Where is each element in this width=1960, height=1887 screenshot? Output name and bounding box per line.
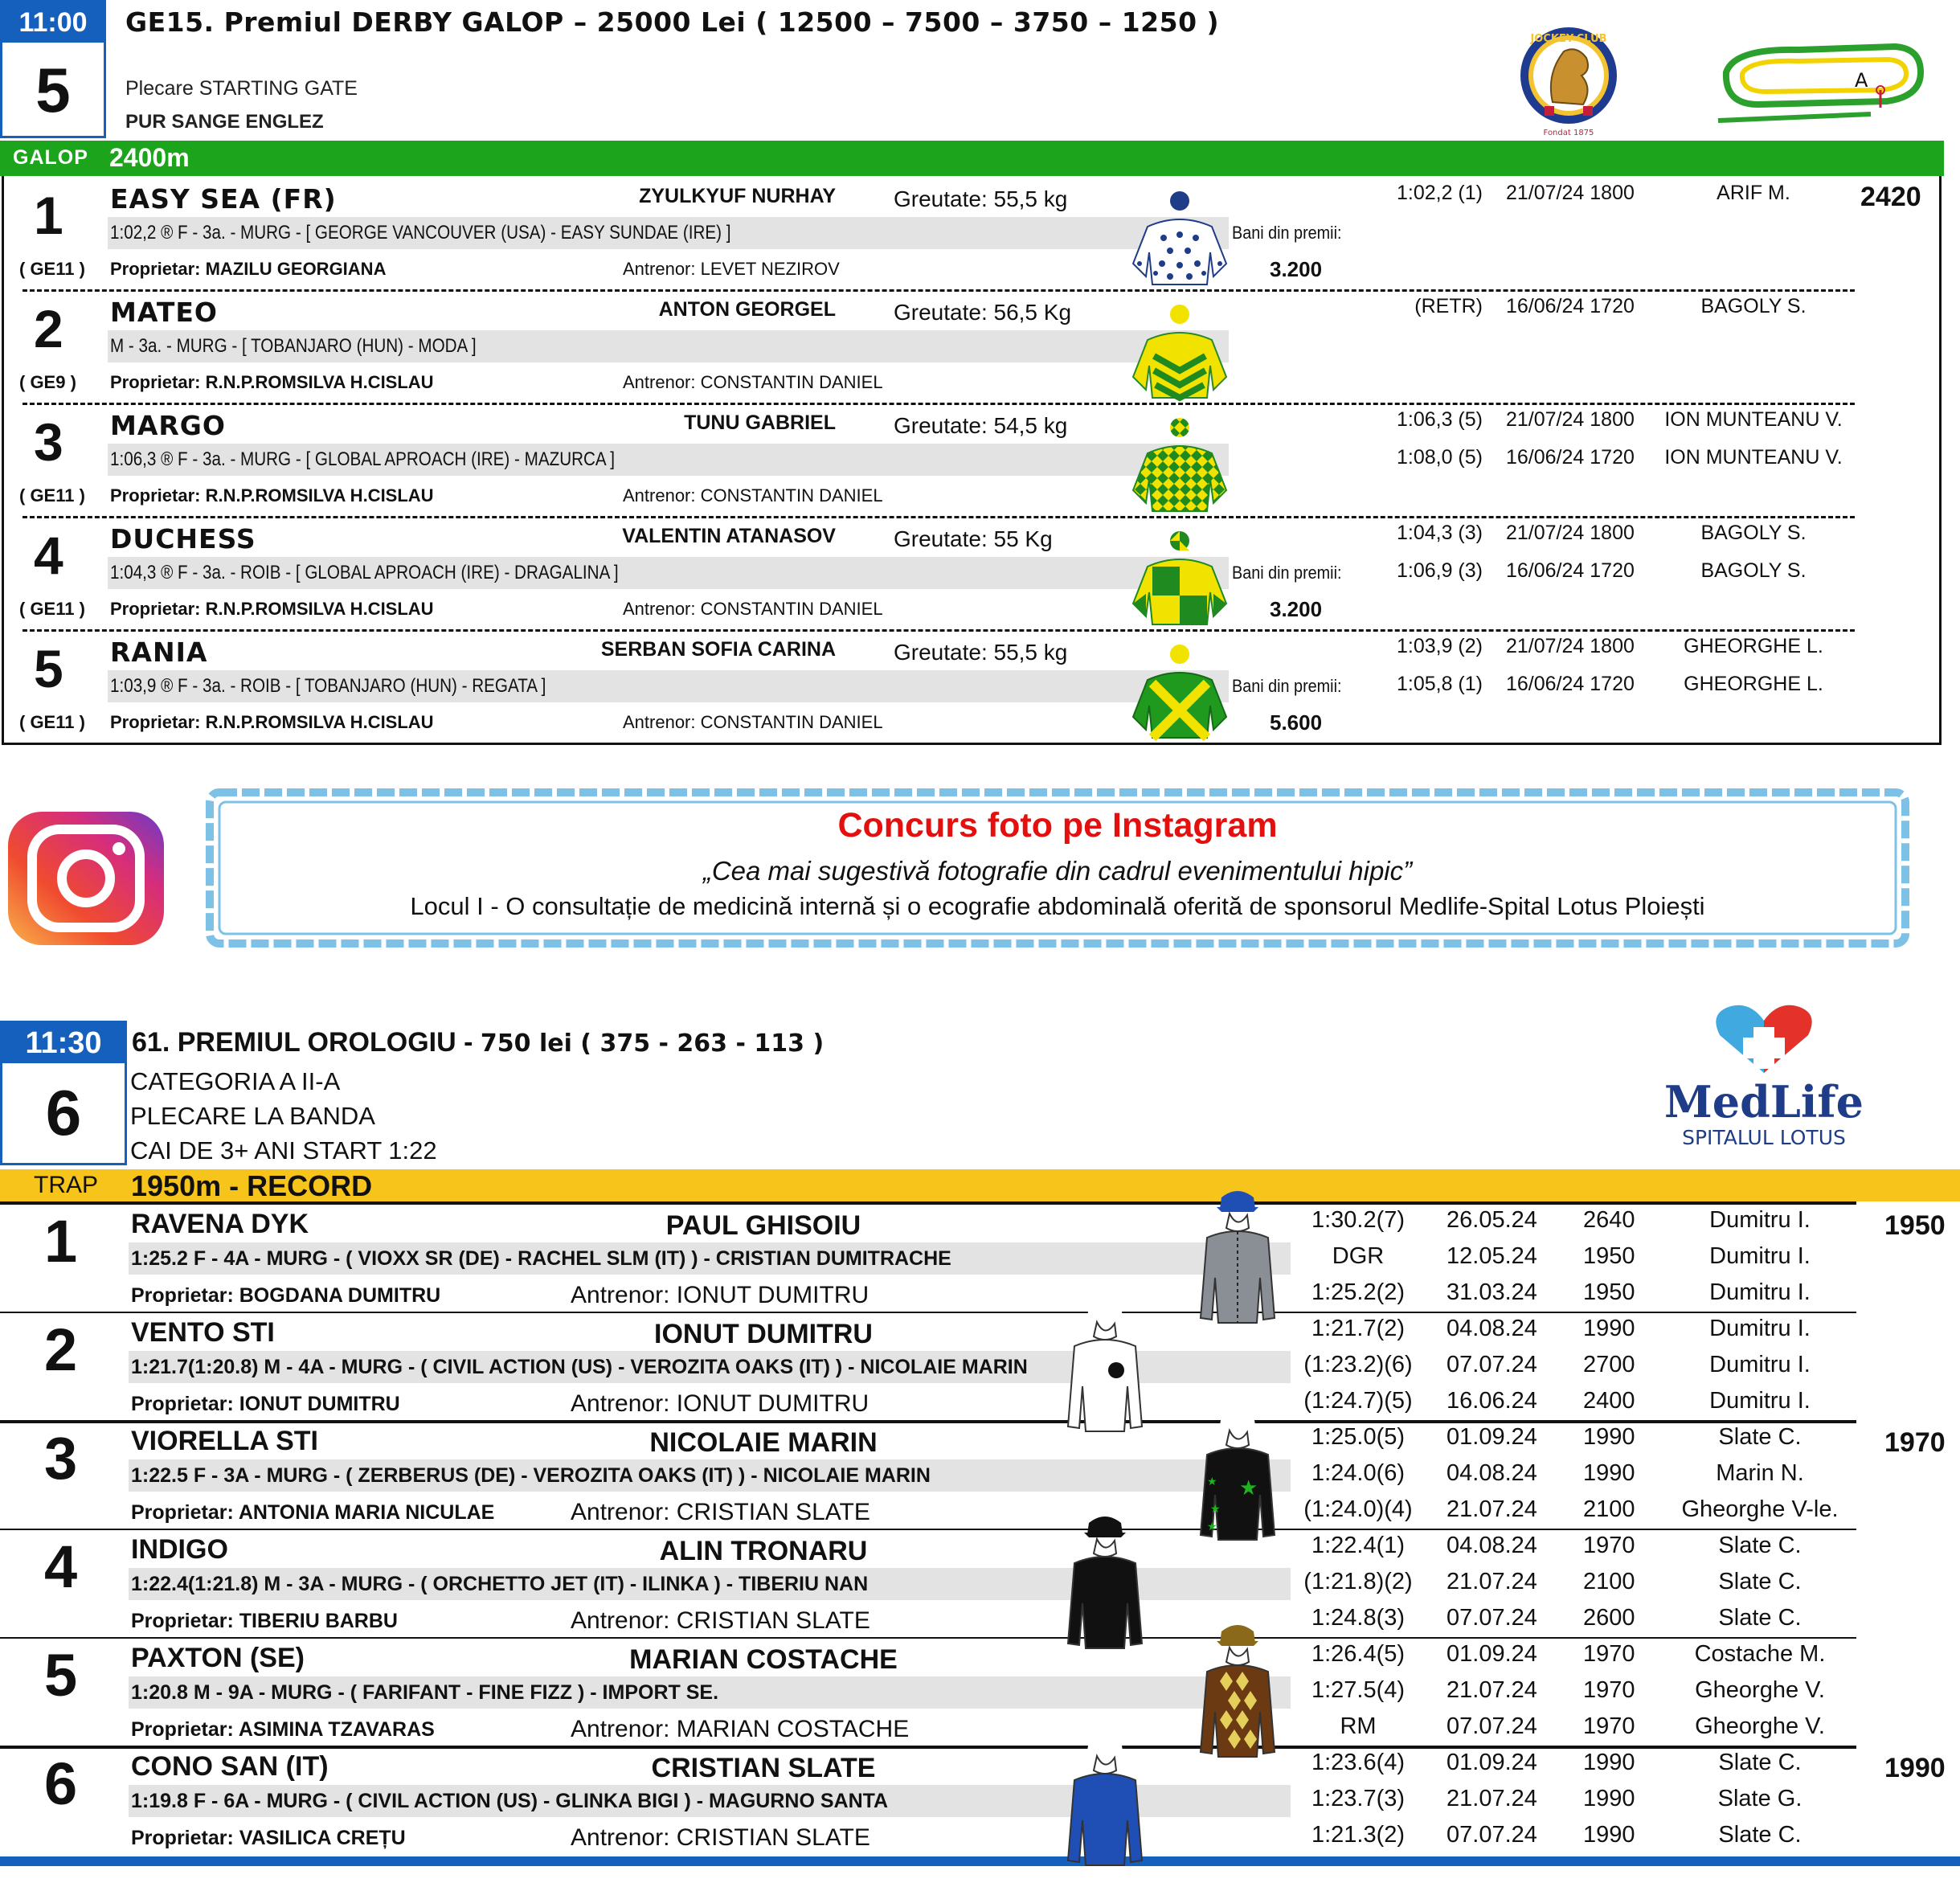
perf-time: 1:25.2(2) bbox=[1311, 1279, 1406, 1305]
horse-owner: Proprietar: VASILICA CREȚU bbox=[131, 1827, 406, 1849]
horse-name: EASY SEA (FR) bbox=[110, 183, 337, 215]
race2-category: CATEGORIA A II-A bbox=[130, 1067, 341, 1095]
instagram-contest-quote: „Cea mai sugestivă fotografie din cadrul evenimentului hipic” bbox=[702, 856, 1413, 886]
race1-timebox bbox=[0, 0, 106, 138]
perf-jockey: ION MUNTEANU V. bbox=[1664, 446, 1843, 469]
horse-jockey: VALENTIN ATANASOV bbox=[622, 525, 836, 547]
perf-time: (1:24.0)(4) bbox=[1303, 1496, 1413, 1522]
race2-type: TRAP bbox=[34, 1172, 99, 1198]
perf-distance: 1990 bbox=[1583, 1424, 1635, 1450]
horse-class: ( GE11 ) bbox=[19, 599, 85, 619]
perf-time: 1:24.0(6) bbox=[1311, 1460, 1406, 1486]
perf-date: 21.07.24 bbox=[1446, 1496, 1537, 1522]
horse-name: MARGO bbox=[110, 410, 226, 441]
race1-horse-row bbox=[0, 405, 1945, 518]
driver-silks-icon bbox=[1065, 1507, 1145, 1652]
perf-date: 16/06/24 1720 bbox=[1506, 673, 1635, 695]
perf-time: 1:24.8(3) bbox=[1311, 1605, 1406, 1631]
perf-date: 31.03.24 bbox=[1446, 1279, 1537, 1305]
perf-time: 1:04,3 (3) bbox=[1396, 522, 1483, 544]
race2-title-prize: 750 lei ( 375 - 263 - 113 ) bbox=[480, 1029, 825, 1058]
race1-number: 5 bbox=[35, 55, 71, 125]
horse-weight: Greutate: 54,5 kg bbox=[894, 413, 1068, 438]
perf-time: (RETR) bbox=[1414, 295, 1483, 317]
perf-date: 16.06.24 bbox=[1446, 1388, 1537, 1414]
horse-trainer: Antrenor: MARIAN COSTACHE bbox=[571, 1716, 910, 1742]
horse-details: 1:21.7(1:20.8) M - 4A - MURG - ( CIVIL ACTION (US) - VEROZITA OAKS (IT) ) - NICOLAIE MARIN bbox=[131, 1356, 1028, 1378]
race1-horse-row bbox=[0, 518, 1945, 632]
medlife-logo-sub: SPITALUL LOTUS bbox=[1682, 1126, 1846, 1149]
instagram-icon bbox=[6, 810, 166, 947]
perf-time: 1:26.4(5) bbox=[1311, 1641, 1406, 1667]
race2-timebox bbox=[0, 1021, 127, 1165]
prize-value: 3.200 bbox=[1270, 597, 1323, 621]
jockey-silks-icon bbox=[1123, 530, 1236, 630]
horse-jockey: ANTON GEORGEL bbox=[658, 298, 836, 321]
horse-weight: Greutate: 56,5 Kg bbox=[894, 300, 1072, 325]
horse-class: ( GE11 ) bbox=[19, 712, 85, 732]
svg-text:★: ★ bbox=[1207, 1475, 1217, 1488]
medlife-logo-name: MedLife bbox=[1664, 1076, 1864, 1128]
jockey-club-logo-text: JOCKEY-CLUB bbox=[1530, 33, 1607, 45]
horse-record-distance: 1970 bbox=[1884, 1427, 1946, 1458]
horse-number: 6 bbox=[44, 1750, 78, 1817]
horse-owner: Proprietar: TIBERIU BARBU bbox=[131, 1610, 398, 1632]
row-divider bbox=[0, 1529, 1856, 1530]
horse-trainer: Antrenor: IONUT DUMITRU bbox=[571, 1390, 870, 1417]
horse-number: 2 bbox=[44, 1316, 78, 1383]
perf-distance: 2100 bbox=[1583, 1496, 1635, 1522]
horse-owner: Proprietar: R.N.P.ROMSILVA H.CISLAU bbox=[110, 485, 434, 506]
horse-number: 2 bbox=[34, 299, 63, 358]
perf-date: 16/06/24 1720 bbox=[1506, 446, 1635, 469]
perf-driver: Dumitru I. bbox=[1709, 1207, 1811, 1233]
track-map-icon bbox=[1710, 40, 1925, 129]
horse-details: 1:04,3 ® F - 3a. - ROIB - [ GLOBAL APROACH (IRE) - DRAGALINA ] bbox=[110, 562, 619, 583]
horse-jockey: SERBAN SOFIA CARINA bbox=[600, 638, 836, 661]
driver-silks-icon bbox=[1197, 1181, 1278, 1326]
perf-date: 21/07/24 1800 bbox=[1506, 635, 1635, 657]
horse-driver: IONUT DUMITRU bbox=[654, 1319, 873, 1349]
svg-text:★: ★ bbox=[1207, 1520, 1217, 1533]
jockey-silks-icon bbox=[1123, 643, 1236, 743]
perf-distance: 1970 bbox=[1583, 1641, 1635, 1667]
perf-date: 16/06/24 1720 bbox=[1506, 559, 1635, 582]
perf-date: 26.05.24 bbox=[1446, 1207, 1537, 1233]
horse-trainer: Antrenor: LEVET NEZIROV bbox=[623, 259, 840, 279]
perf-driver: Gheorghe V. bbox=[1695, 1677, 1825, 1703]
perf-jockey: BAGOLY S. bbox=[1700, 522, 1807, 544]
horse-owner: Proprietar: BOGDANA DUMITRU bbox=[131, 1284, 441, 1307]
horse-name: CONO SAN (IT) bbox=[131, 1751, 329, 1782]
perf-time: 1:05,8 (1) bbox=[1396, 673, 1483, 695]
race1-breed: PUR SANGE ENGLEZ bbox=[125, 111, 324, 133]
horse-owner: Proprietar: ASIMINA TZAVARAS bbox=[131, 1718, 435, 1741]
horse-name: VIORELLA STI bbox=[131, 1426, 318, 1456]
race2-type-bar bbox=[0, 1169, 1960, 1201]
horse-name: INDIGO bbox=[131, 1534, 228, 1565]
perf-time: 1:23.7(3) bbox=[1311, 1786, 1406, 1811]
horse-trainer: Antrenor: CONSTANTIN DANIEL bbox=[623, 372, 883, 392]
perf-date: 01.09.24 bbox=[1446, 1750, 1537, 1775]
driver-silks-icon bbox=[1197, 1615, 1278, 1760]
perf-time: (1:23.2)(6) bbox=[1303, 1352, 1413, 1377]
instagram-contest-title: Concurs foto pe Instagram bbox=[837, 806, 1278, 845]
race1-distance: 2400m bbox=[109, 143, 190, 172]
perf-driver: Dumitru I. bbox=[1709, 1243, 1811, 1269]
race1-start: Plecare STARTING GATE bbox=[125, 77, 358, 100]
horse-owner: Proprietar: MAZILU GEORGIANA bbox=[110, 259, 387, 279]
horse-record-distance: 1950 bbox=[1884, 1210, 1946, 1241]
perf-time: 1:30.2(7) bbox=[1311, 1207, 1406, 1233]
race1-horse-row bbox=[0, 292, 1945, 405]
race1-time: 11:00 bbox=[2, 2, 104, 43]
race1-horse-row bbox=[0, 632, 1945, 745]
horse-details: 1:03,9 ® F - 3a. - ROIB - [ TOBANJARO (HUN) - REGATA ] bbox=[110, 675, 546, 697]
race2-horse-row bbox=[0, 1748, 1960, 1856]
driver-silks-icon bbox=[1065, 1724, 1145, 1869]
perf-distance: 2100 bbox=[1583, 1569, 1635, 1594]
perf-date: 07.07.24 bbox=[1446, 1822, 1537, 1848]
perf-time: RM bbox=[1340, 1713, 1377, 1739]
prize-label: Bani din premii: bbox=[1232, 223, 1342, 243]
perf-time: (1:24.7)(5) bbox=[1303, 1388, 1413, 1414]
perf-distance: 1990 bbox=[1583, 1750, 1635, 1775]
perf-date: 07.07.24 bbox=[1446, 1713, 1537, 1739]
perf-date: 07.07.24 bbox=[1446, 1352, 1537, 1377]
race2-start: PLECARE LA BANDA bbox=[130, 1102, 375, 1130]
perf-distance: 1990 bbox=[1583, 1822, 1635, 1848]
race2-horse-row bbox=[0, 1422, 1960, 1531]
horse-details: 1:20.8 M - 9A - MURG - ( FARIFANT - FINE FIZZ ) - IMPORT SE. bbox=[131, 1681, 719, 1704]
horse-owner: Proprietar: IONUT DUMITRU bbox=[131, 1393, 400, 1415]
perf-distance: 1950 bbox=[1583, 1279, 1635, 1305]
prize-value: 5.600 bbox=[1270, 710, 1323, 735]
perf-distance: 2700 bbox=[1583, 1352, 1635, 1377]
horse-number: 1 bbox=[34, 186, 63, 245]
perf-driver: Slate C. bbox=[1718, 1605, 1802, 1631]
perf-time: 1:06,3 (5) bbox=[1396, 408, 1483, 431]
driver-silks-icon bbox=[1197, 1398, 1278, 1543]
horse-trainer: Antrenor: CRISTIAN SLATE bbox=[571, 1824, 870, 1851]
perf-jockey: ARIF M. bbox=[1717, 182, 1790, 204]
race1-title: GE15. Premiul DERBY GALOP – 25000 Lei ( 12500 – 7500 – 3750 – 1250 ) bbox=[125, 6, 1220, 38]
svg-text:★: ★ bbox=[1239, 1476, 1258, 1500]
horse-driver: MARIAN COSTACHE bbox=[629, 1644, 898, 1675]
horse-number: 1 bbox=[44, 1208, 78, 1275]
perf-jockey: GHEORGHE L. bbox=[1684, 673, 1823, 695]
horse-name: VENTO STI bbox=[131, 1317, 275, 1348]
perf-distance: 1990 bbox=[1583, 1460, 1635, 1486]
perf-distance: 1950 bbox=[1583, 1243, 1635, 1269]
horse-details: 1:02,2 ® F - 3a. - MURG - [ GEORGE VANCOUVER (USA) - EASY SUNDAE (IRE) ] bbox=[110, 222, 731, 244]
perf-date: 12.05.24 bbox=[1446, 1243, 1537, 1269]
horse-driver: ALIN TRONARU bbox=[659, 1536, 868, 1566]
horse-details: 1:19.8 F - 6A - MURG - ( CIVIL ACTION (US) - GLINKA BIGI ) - MAGURNO SANTA bbox=[131, 1790, 889, 1812]
race2-top-rule bbox=[0, 1201, 1856, 1205]
perf-time: 1:03,9 (2) bbox=[1396, 635, 1483, 657]
perf-date: 04.08.24 bbox=[1446, 1533, 1537, 1558]
horse-class: ( GE11 ) bbox=[19, 259, 85, 279]
horse-owner: Proprietar: ANTONIA MARIA NICULAE bbox=[131, 1501, 495, 1524]
medlife-logo bbox=[1647, 997, 1880, 1157]
race2-horse-row bbox=[0, 1205, 1960, 1314]
horse-weight: Greutate: 55 Kg bbox=[894, 526, 1053, 551]
perf-date: 07.07.24 bbox=[1446, 1605, 1537, 1631]
race1-horse-row bbox=[0, 178, 1945, 292]
horse-record-distance: 2420 bbox=[1860, 182, 1921, 212]
horse-name: RANIA bbox=[110, 637, 208, 668]
horse-details: M - 3a. - MURG - [ TOBANJARO (HUN) - MODA ] bbox=[110, 335, 477, 357]
horse-owner: Proprietar: R.N.P.ROMSILVA H.CISLAU bbox=[110, 712, 434, 732]
race2-horse-row bbox=[0, 1314, 1960, 1422]
horse-owner: Proprietar: R.N.P.ROMSILVA H.CISLAU bbox=[110, 599, 434, 619]
horse-number: 3 bbox=[34, 412, 63, 472]
horse-trainer: Antrenor: CONSTANTIN DANIEL bbox=[623, 599, 883, 619]
race2-conditions: CAI DE 3+ ANI START 1:22 bbox=[130, 1136, 437, 1165]
perf-driver: Gheorghe V. bbox=[1695, 1713, 1825, 1739]
perf-time: 1:22.4(1) bbox=[1311, 1533, 1406, 1558]
row-divider bbox=[0, 1312, 1856, 1313]
horse-trainer: Antrenor: CRISTIAN SLATE bbox=[571, 1607, 870, 1634]
perf-driver: Costache M. bbox=[1694, 1641, 1826, 1667]
prize-label: Bani din premii: bbox=[1232, 676, 1342, 696]
horse-weight: Greutate: 55,5 kg bbox=[894, 640, 1068, 665]
prize-label: Bani din premii: bbox=[1232, 563, 1342, 583]
perf-driver: Slate C. bbox=[1718, 1569, 1802, 1594]
race2-title bbox=[132, 1027, 824, 1058]
jockey-silks-icon bbox=[1123, 303, 1236, 403]
perf-jockey: ION MUNTEANU V. bbox=[1664, 408, 1843, 431]
perf-distance: 2640 bbox=[1583, 1207, 1635, 1233]
race2-time: 11:30 bbox=[2, 1023, 125, 1063]
race2-horse-row bbox=[0, 1531, 1960, 1639]
horse-trainer: Antrenor: IONUT DUMITRU bbox=[571, 1282, 870, 1308]
perf-date: 21/07/24 1800 bbox=[1506, 522, 1635, 544]
horse-class: ( GE11 ) bbox=[19, 485, 85, 506]
horse-class: ( GE9 ) bbox=[19, 372, 76, 392]
horse-details: 1:25.2 F - 4A - MURG - ( VIOXX SR (DE) - RACHEL SLM (IT) ) - CRISTIAN DUMITRACHE bbox=[131, 1247, 951, 1270]
horse-trainer: Antrenor: CONSTANTIN DANIEL bbox=[623, 712, 883, 732]
perf-distance: 2600 bbox=[1583, 1605, 1635, 1631]
perf-driver: Dumitru I. bbox=[1709, 1388, 1811, 1414]
perf-time: 1:08,0 (5) bbox=[1396, 446, 1483, 469]
race1-type: GALOP bbox=[13, 146, 88, 169]
perf-driver: Gheorghe V-le. bbox=[1681, 1496, 1839, 1522]
perf-time: DGR bbox=[1332, 1243, 1385, 1269]
race2-distance: 1950m - RECORD bbox=[131, 1169, 373, 1202]
horse-number: 5 bbox=[34, 639, 63, 698]
track-label: A bbox=[1855, 69, 1868, 92]
perf-date: 04.08.24 bbox=[1446, 1460, 1537, 1486]
race2-bottom-rule bbox=[0, 1856, 1960, 1866]
perf-distance: 2400 bbox=[1583, 1388, 1635, 1414]
perf-distance: 1970 bbox=[1583, 1713, 1635, 1739]
instagram-contest-prize: Locul I - O consultație de medicină internă și o ecografie abdominală oferită de sponsorul Medlife-Spital Lotus Ploiești bbox=[410, 892, 1705, 920]
perf-date: 21/07/24 1800 bbox=[1506, 182, 1635, 204]
horse-number: 5 bbox=[44, 1642, 78, 1709]
perf-date: 01.09.24 bbox=[1446, 1641, 1537, 1667]
perf-time: (1:21.8)(2) bbox=[1303, 1569, 1413, 1594]
perf-time: 1:06,9 (3) bbox=[1396, 559, 1483, 582]
horse-driver: CRISTIAN SLATE bbox=[651, 1753, 876, 1783]
horse-name: PAXTON (SE) bbox=[131, 1643, 305, 1673]
jockey-silks-icon bbox=[1123, 416, 1236, 517]
horse-driver: PAUL GHISOIU bbox=[665, 1210, 861, 1241]
race1-type-bar bbox=[0, 141, 1944, 176]
perf-distance: 1990 bbox=[1583, 1316, 1635, 1341]
perf-time: 1:25.0(5) bbox=[1311, 1424, 1406, 1450]
perf-time: 1:27.5(4) bbox=[1311, 1677, 1406, 1703]
race2-horse-row bbox=[0, 1639, 1960, 1748]
svg-text:★: ★ bbox=[1210, 1502, 1221, 1515]
perf-date: 16/06/24 1720 bbox=[1506, 295, 1635, 317]
prize-value: 3.200 bbox=[1270, 257, 1323, 281]
horse-trainer: Antrenor: CRISTIAN SLATE bbox=[571, 1499, 870, 1525]
horse-name: MATEO bbox=[110, 297, 218, 328]
horse-number: 3 bbox=[44, 1425, 78, 1492]
perf-driver: Slate G. bbox=[1717, 1786, 1802, 1811]
row-divider bbox=[0, 1637, 1856, 1639]
horse-name: RAVENA DYK bbox=[131, 1209, 309, 1239]
perf-date: 04.08.24 bbox=[1446, 1316, 1537, 1341]
perf-driver: Marin N. bbox=[1716, 1460, 1804, 1486]
perf-date: 21.07.24 bbox=[1446, 1786, 1537, 1811]
horse-record-distance: 1990 bbox=[1884, 1753, 1946, 1783]
horse-number: 4 bbox=[34, 526, 63, 585]
perf-driver: Slate C. bbox=[1718, 1822, 1802, 1848]
perf-distance: 1970 bbox=[1583, 1533, 1635, 1558]
perf-date: 01.09.24 bbox=[1446, 1424, 1537, 1450]
perf-driver: Dumitru I. bbox=[1709, 1316, 1811, 1341]
perf-date: 21.07.24 bbox=[1446, 1569, 1537, 1594]
perf-driver: Slate C. bbox=[1718, 1750, 1802, 1775]
horse-driver: NICOLAIE MARIN bbox=[649, 1427, 878, 1458]
perf-time: 1:02,2 (1) bbox=[1396, 182, 1483, 204]
horse-trainer: Antrenor: CONSTANTIN DANIEL bbox=[623, 485, 883, 506]
horse-name: DUCHESS bbox=[110, 523, 256, 555]
horse-details: 1:22.4(1:21.8) M - 3A - MURG - ( ORCHETTO JET (IT) - ILINKA ) - TIBERIU NAN bbox=[131, 1573, 869, 1595]
perf-date: 21.07.24 bbox=[1446, 1677, 1537, 1703]
driver-silks-icon bbox=[1065, 1290, 1145, 1435]
horse-jockey: TUNU GABRIEL bbox=[684, 411, 836, 434]
race2-title-name: 61. PREMIUL OROLOGIU - bbox=[132, 1027, 481, 1058]
horse-jockey: ZYULKYUF NURHAY bbox=[639, 185, 836, 207]
horse-details: 1:06,3 ® F - 3a. - MURG - [ GLOBAL APROACH (IRE) - MAZURCA ] bbox=[110, 448, 616, 470]
horse-details: 1:22.5 F - 3A - MURG - ( ZERBERUS (DE) - VEROZITA OAKS (IT) ) - NICOLAIE MARIN bbox=[131, 1464, 931, 1487]
horse-owner: Proprietar: R.N.P.ROMSILVA H.CISLAU bbox=[110, 372, 434, 392]
perf-jockey: GHEORGHE L. bbox=[1684, 635, 1823, 657]
perf-driver: Dumitru I. bbox=[1709, 1352, 1811, 1377]
horse-weight: Greutate: 55,5 kg bbox=[894, 186, 1068, 211]
jockey-silks-icon bbox=[1123, 190, 1236, 290]
race2-number: 6 bbox=[45, 1077, 82, 1148]
perf-time: 1:21.7(2) bbox=[1311, 1316, 1406, 1341]
perf-jockey: BAGOLY S. bbox=[1700, 295, 1807, 317]
perf-time: 1:23.6(4) bbox=[1311, 1750, 1406, 1775]
perf-driver: Dumitru I. bbox=[1709, 1279, 1811, 1305]
horse-number: 4 bbox=[44, 1533, 78, 1600]
perf-jockey: BAGOLY S. bbox=[1700, 559, 1807, 582]
perf-driver: Slate C. bbox=[1718, 1533, 1802, 1558]
perf-date: 21/07/24 1800 bbox=[1506, 408, 1635, 431]
jockey-club-logo-sub: Fondat 1875 bbox=[1543, 129, 1594, 137]
perf-driver: Slate C. bbox=[1718, 1424, 1802, 1450]
race1-header bbox=[0, 0, 1960, 141]
perf-distance: 1990 bbox=[1583, 1786, 1635, 1811]
perf-distance: 1970 bbox=[1583, 1677, 1635, 1703]
jockey-club-logo bbox=[1496, 26, 1641, 138]
perf-time: 1:21.3(2) bbox=[1311, 1822, 1406, 1848]
